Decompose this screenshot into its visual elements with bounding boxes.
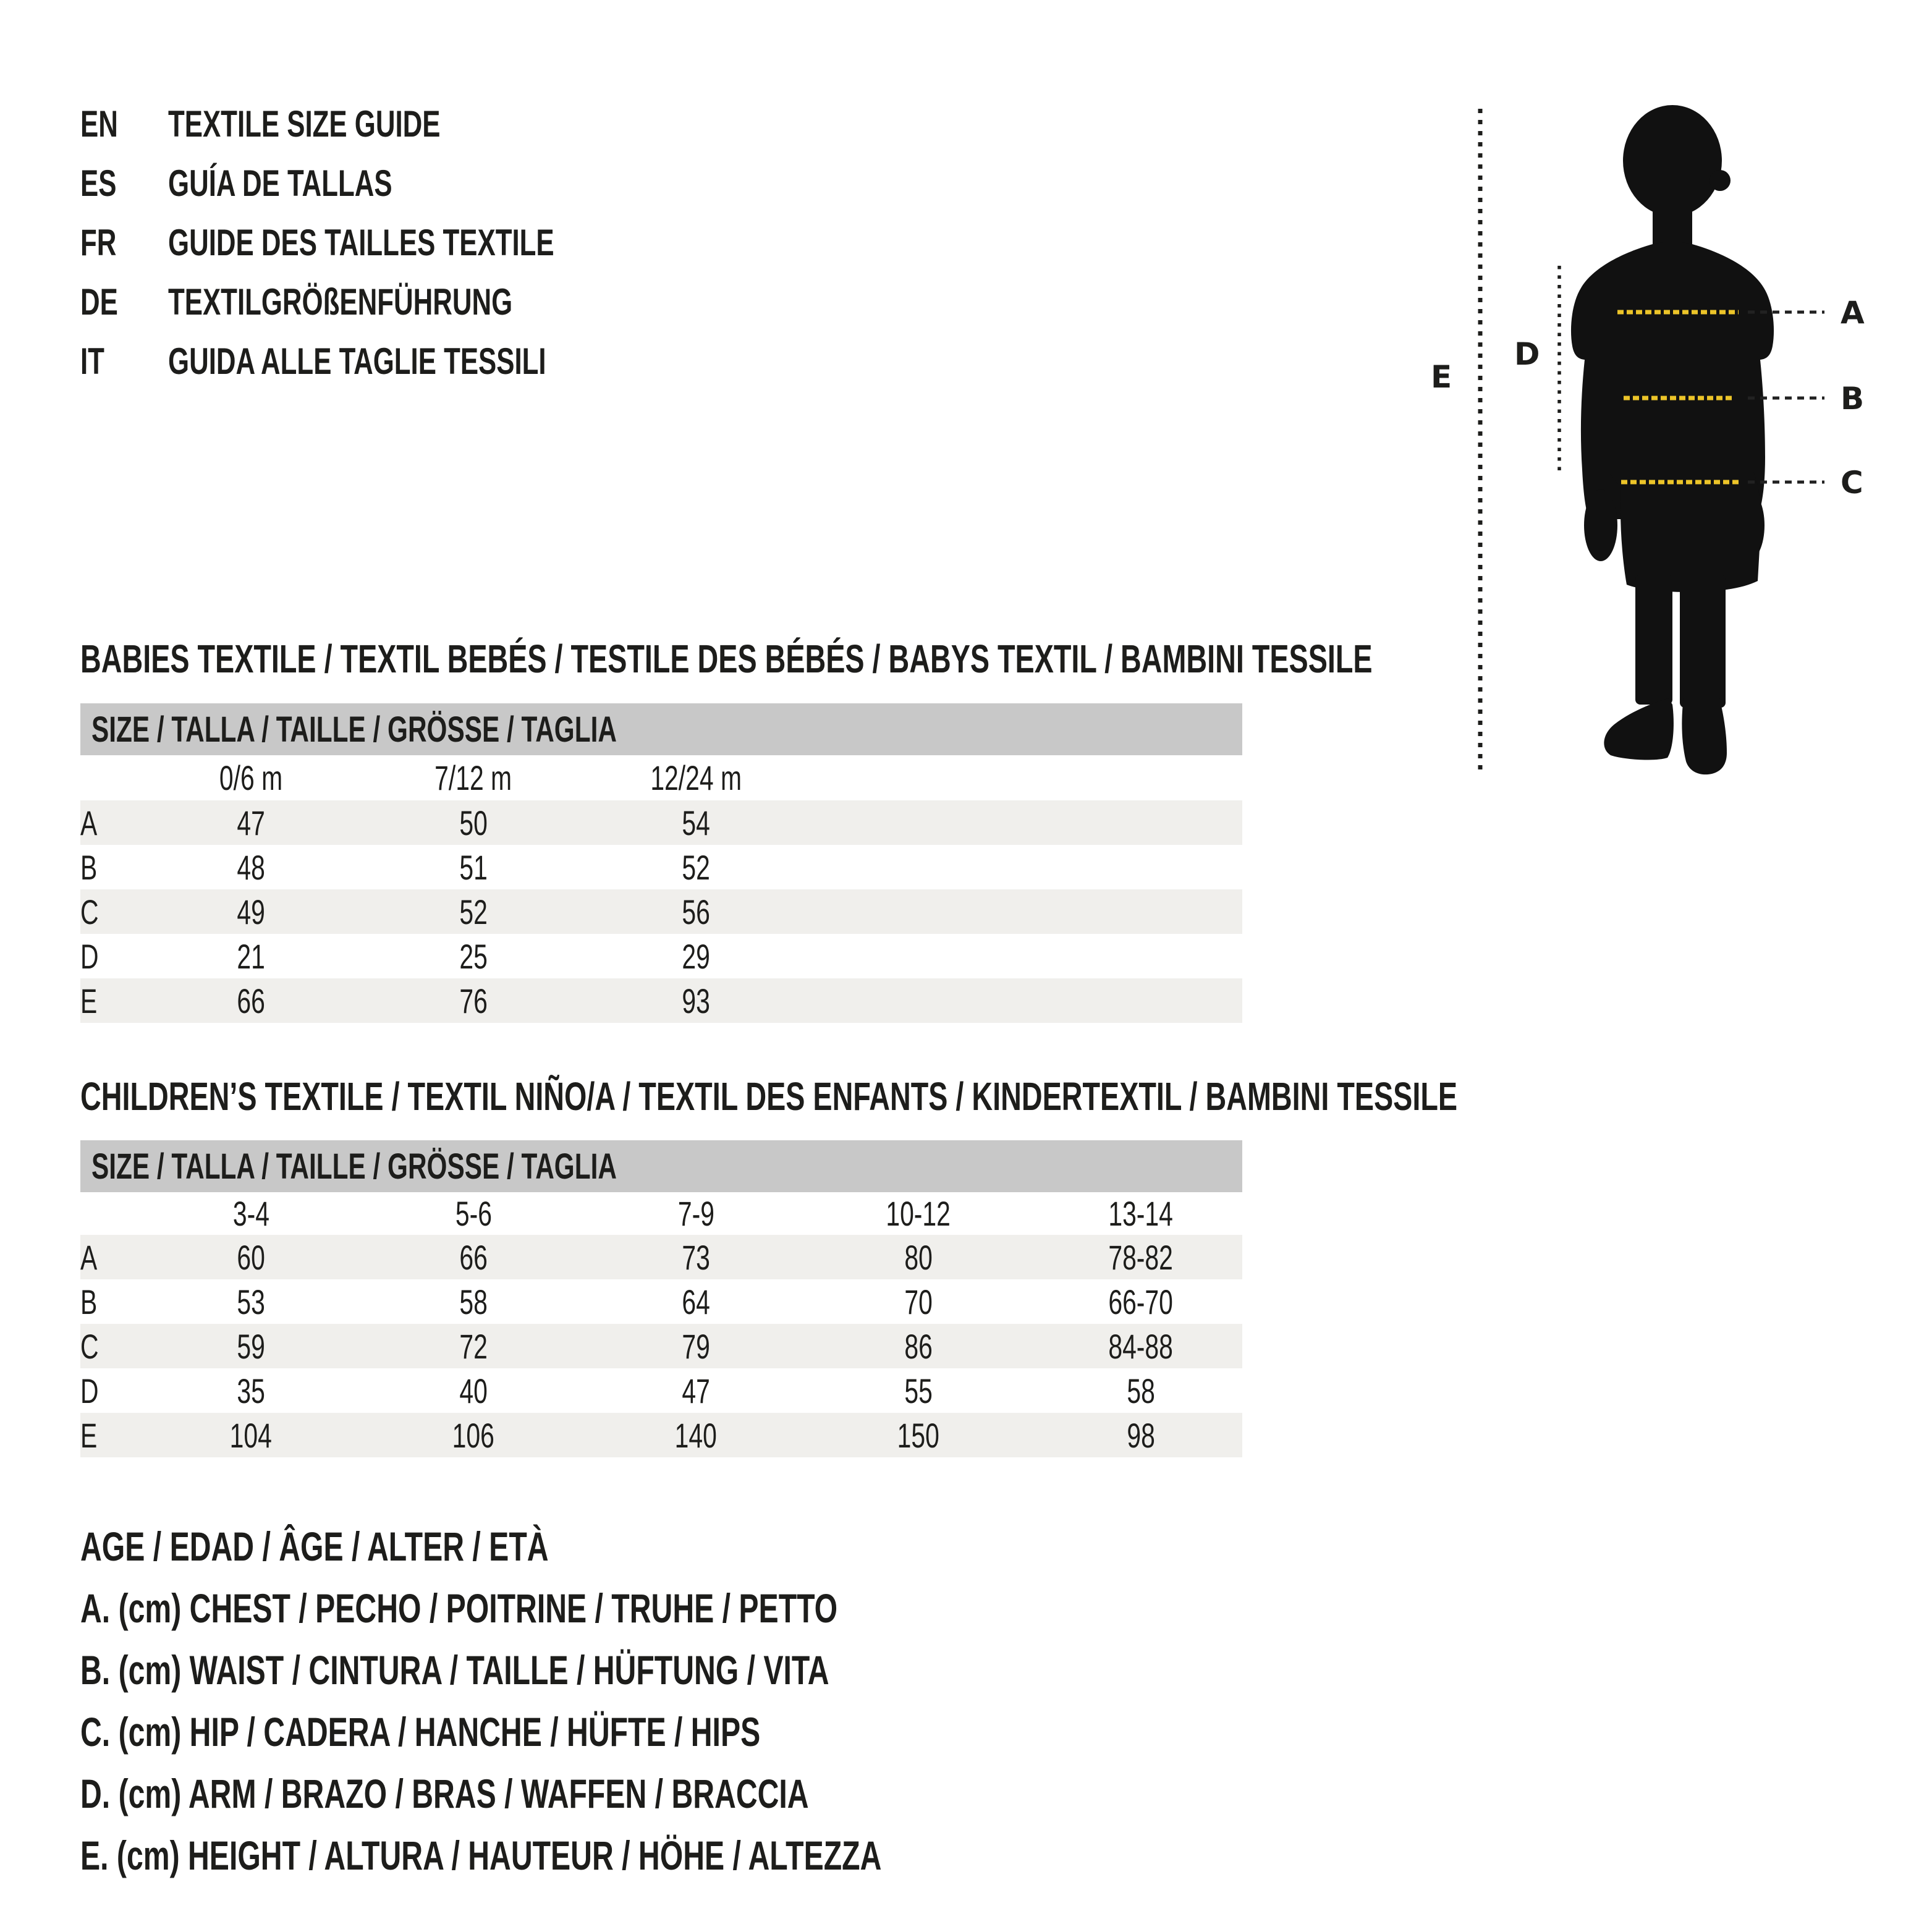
table-row: C 59 72 79 86 84-88 xyxy=(80,1324,1242,1368)
table-row: A 47 50 54 xyxy=(80,800,1242,845)
children-col-2: 7-9 xyxy=(677,1194,714,1233)
table-row: B 48 51 52 xyxy=(80,847,710,887)
page-title-it: GUIDA ALLE TAGLIE TESSILI xyxy=(168,340,546,382)
measurement-figure xyxy=(1397,87,1932,816)
table-row: B 53 58 64 70 66-70 xyxy=(80,1282,1174,1321)
legend-age-line: AGE / EDAD / ÂGE / ALTER / ETÀ xyxy=(80,1523,549,1569)
legend-item-chest: A. (cm) CHEST / PECHO / POITRINE / TRUHE / PETTO xyxy=(80,1585,838,1631)
label-height: E xyxy=(1431,359,1452,395)
row-label: D xyxy=(80,1371,99,1410)
measurement-legend xyxy=(80,1515,1178,1886)
row-label: C xyxy=(80,892,99,931)
label-hip: C xyxy=(1841,465,1863,501)
babies-size-header-bar: SIZE / TALLA / TAILLE / GRÖSSE / TAGLIA xyxy=(80,703,1242,755)
babies-col-1: 7/12 m xyxy=(434,758,512,797)
language-code-fr: FR xyxy=(80,221,117,263)
row-label: D xyxy=(80,936,99,976)
row-label: A xyxy=(80,803,98,842)
table-row: E 66 76 93 xyxy=(80,978,1242,1023)
language-code-de: DE xyxy=(80,281,118,323)
row-label: A xyxy=(80,1237,98,1277)
label-chest: A xyxy=(1841,295,1865,331)
babies-col-0: 0/6 m xyxy=(219,758,283,797)
page-title-es: GUÍA DE TALLAS xyxy=(168,162,392,204)
page-title-en: TEXTILE SIZE GUIDE xyxy=(168,103,441,145)
children-col-0: 3-4 xyxy=(232,1194,269,1233)
babies-column-header-row xyxy=(80,755,1242,800)
language-row-de xyxy=(80,272,697,331)
row-label: E xyxy=(80,1415,98,1455)
legend-item-arm: D. (cm) ARM / BRAZO / BRAS / WAFFEN / BRACCIA xyxy=(80,1771,809,1816)
page-title-fr: GUIDE DES TAILLES TEXTILE xyxy=(168,221,554,263)
children-col-3: 10-12 xyxy=(886,1194,951,1233)
row-label: E xyxy=(80,981,98,1020)
child-silhouette-diagram xyxy=(1397,87,1932,816)
babies-table xyxy=(80,755,1242,1023)
legend-item-height: E. (cm) HEIGHT / ALTURA / HAUTEUR / HÖHE / ALTEZZA xyxy=(80,1832,882,1878)
babies-col-2: 12/24 m xyxy=(650,758,742,797)
language-title-block xyxy=(80,94,697,391)
table-row: A 60 66 73 80 78-82 xyxy=(80,1235,1242,1279)
language-code-it: IT xyxy=(80,340,104,382)
row-label: B xyxy=(80,1282,98,1321)
page-title-de: TEXTILGRÖßENFÜHRUNG xyxy=(168,281,513,323)
legend-item-hip: C. (cm) HIP / CADERA / HANCHE / HÜFTE / HIPS xyxy=(80,1709,761,1755)
children-size-header-bar: SIZE / TALLA / TAILLE / GRÖSSE / TAGLIA xyxy=(80,1140,1242,1192)
table-row: C 49 52 56 xyxy=(80,889,1242,934)
children-col-4: 13-14 xyxy=(1108,1194,1174,1233)
table-row: E 104 106 140 150 98 xyxy=(80,1413,1242,1457)
table-row: D 35 40 47 55 58 xyxy=(80,1371,1155,1410)
label-waist: B xyxy=(1841,381,1865,417)
row-label: C xyxy=(80,1326,99,1366)
language-code-en: EN xyxy=(80,103,118,145)
label-arm: D xyxy=(1514,336,1540,372)
children-column-header-row xyxy=(80,1192,1242,1235)
language-row-en xyxy=(80,94,697,153)
babies-section-title: BABIES TEXTILE / TEXTIL BEBÉS / TESTILE DES BÉBÉS / BABYS TEXTIL / BAMBINI TESSILE xyxy=(80,637,1373,681)
table-row: D 21 25 29 xyxy=(80,936,710,976)
language-row-fr xyxy=(80,213,697,272)
language-row-it xyxy=(80,331,697,391)
row-label: B xyxy=(80,847,98,887)
children-col-1: 5-6 xyxy=(455,1194,492,1233)
language-row-es xyxy=(80,153,697,213)
language-code-es: ES xyxy=(80,162,117,204)
children-table xyxy=(80,1192,1242,1457)
legend-item-waist: B. (cm) WAIST / CINTURA / TAILLE / HÜFTUNG / VITA xyxy=(80,1647,829,1693)
children-section-title: CHILDREN’S TEXTILE / TEXTIL NIÑO/A / TEXTIL DES ENFANTS / KINDERTEXTIL / BAMBINI TESSILE xyxy=(80,1074,1458,1119)
